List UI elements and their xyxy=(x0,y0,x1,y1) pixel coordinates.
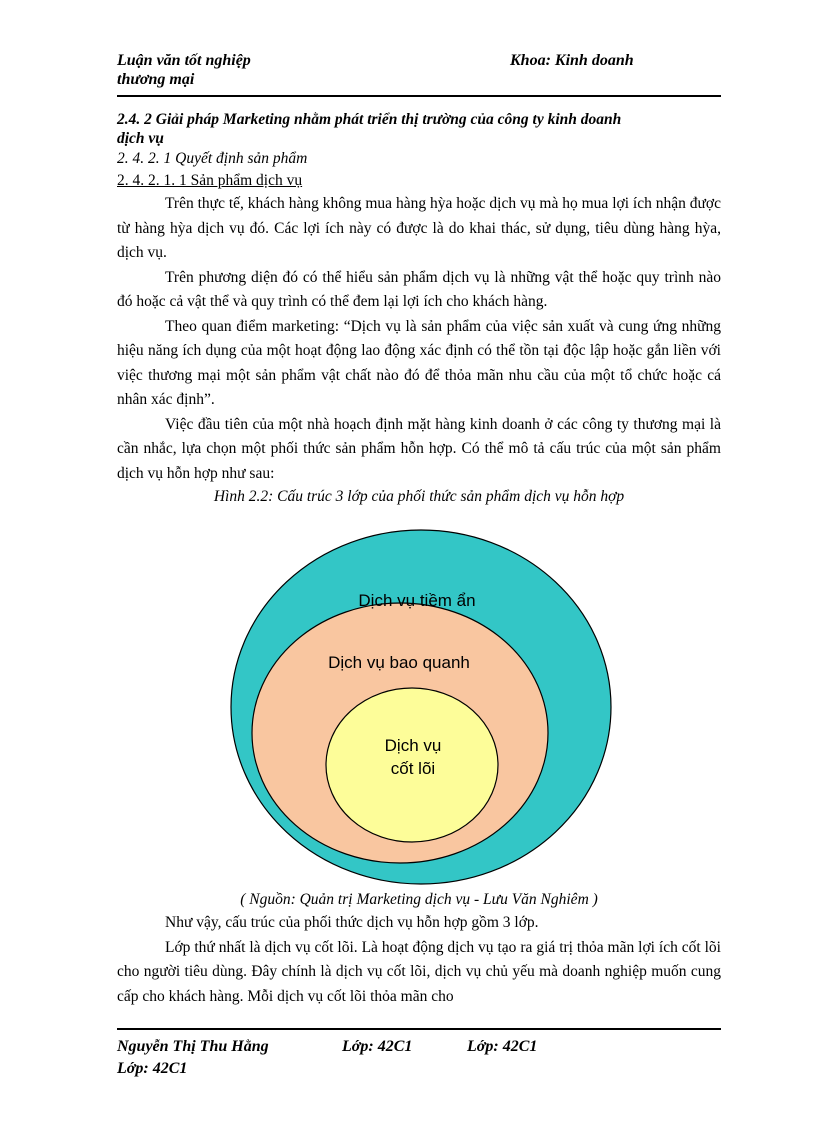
footer-rule xyxy=(117,1028,721,1030)
middle-layer-label: Dịch vụ bao quanh xyxy=(328,653,470,672)
subsubheading-text: 2. 4. 2. 1. 1 Sản phẩm dịch vụ xyxy=(117,172,303,189)
header-thesis-title xyxy=(117,51,251,89)
main-content xyxy=(117,110,721,508)
paragraph: Trên thực tế, khách hàng không mua hàng hỳa hoặc dịch vụ mà họ mua lợi ích nhận được từ hàng hỳa dịch vụ đó. Các lợi ích này có được là do khai thác, sử dụng, tiêu dùng hàng hỳa, dịch vụ. xyxy=(117,195,721,261)
paragraph: Việc đầu tiên của một nhà hoạch định mặt hàng kinh doanh ở các công ty thương mại là cần nhắc, lựa chọn một phối thức sản phẩm hỗn hợp. Có thể mô tả cấu trúc của một sản phẩm dịch vụ hỗn hợp như sau: xyxy=(117,415,721,482)
inner-layer-label-line1: Dịch vụ xyxy=(384,736,442,755)
after-figure-content xyxy=(117,889,721,1009)
header-rule xyxy=(117,95,721,97)
footer-class: Lớp: 42C1 xyxy=(342,1038,413,1055)
inner-layer-label-line2: cốt lõi xyxy=(390,759,436,778)
outer-layer-label: Dịch vụ tiềm ẩn xyxy=(358,591,476,610)
subsubheading xyxy=(117,170,721,192)
paragraph: Như vậy, cấu trúc của phối thức dịch vụ hỗn hợp gồm 3 lớp. xyxy=(165,914,539,931)
section-heading-line1: 2.4. 2 Giải pháp Marketing nhằm phát triển thị trường của công ty kinh doanh xyxy=(117,111,622,128)
footer-author: Nguyễn Thị Thu Hằng xyxy=(117,1038,269,1055)
diagram-svg xyxy=(117,527,721,887)
header-title-line2: thương mại xyxy=(117,71,195,88)
figure-source: ( Nguồn: Quản trị Marketing dịch vụ - Lưu Văn Nghiêm ) xyxy=(240,891,598,908)
figure-caption: Hình 2.2: Cấu trúc 3 lớp của phối thức sản phẩm dịch vụ hỗn hợp xyxy=(213,488,625,505)
footer-class: Lớp: 42C1 xyxy=(467,1038,538,1055)
footer xyxy=(117,1036,721,1077)
header-faculty: Khoa: Kinh doanh xyxy=(510,52,634,69)
paragraph: Trên phương diện đó có thể hiểu sản phẩm dịch vụ là những vật thể hoặc quy trình nào đó hoặc cả vật thể và quy trình có thể đem lại lợi ích cho khách hàng. xyxy=(117,268,721,310)
header-title-line1: Luận văn tốt nghiệp xyxy=(117,52,251,69)
subheading: 2. 4. 2. 1 Quyết định sản phẩm xyxy=(117,150,308,167)
paragraph: Lớp thứ nhất là dịch vụ cốt lõi. Là hoạt động dịch vụ tạo ra giá trị thỏa mãn lợi ích cốt lõi cho người tiêu dùng. Đây chính là dịch vụ cốt lõi, dịch vụ chủ yếu mà doanh nghiệp muốn cung cấp cho khách hàng. Mỗi dịch vụ cốt lõi thỏa mãn cho xyxy=(117,938,721,1005)
section-heading xyxy=(117,110,721,148)
paragraph: Theo quan điểm marketing: “Dịch vụ là sản phẩm của việc sản xuất và cung ứng những hiệu năng ích dụng của một hoạt động lao động xác định có thể tồn tại độc lập hoặc gắn liền với việc thương mại một sản phẩm vật chất nào đó để thỏa mãn nhu cầu của một tổ chức hoặc cá nhân xác định”. xyxy=(117,317,721,408)
footer-class: Lớp: 42C1 xyxy=(117,1060,188,1077)
section-heading-line2: dịch vụ xyxy=(117,130,164,147)
three-layer-diagram xyxy=(117,527,721,887)
